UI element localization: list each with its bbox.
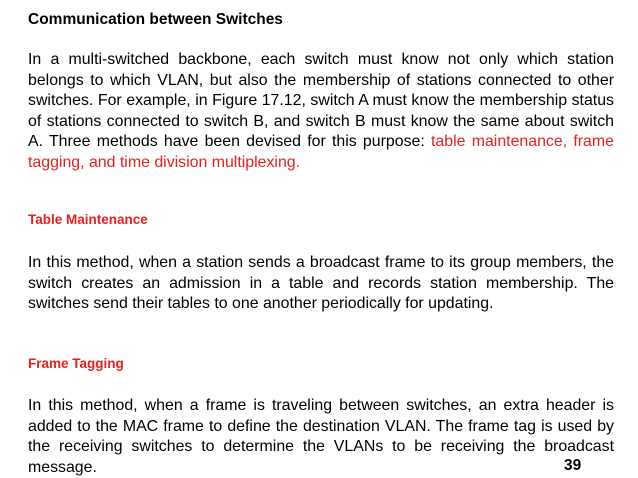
frame-tagging-heading: Frame Tagging [28,356,124,371]
intro-paragraph [28,50,614,173]
table-maintenance-paragraph: In this method, when a station sends a broadcast frame to its group members, the switch creates an admission in a table and records station membership. The switches send their tables to one another periodically for updating. [28,254,614,312]
methods-highlight: table maintenance, frame tagging, and time division multiplexing. [28,133,614,171]
frame-tagging-paragraph: In this method, when a frame is traveling between switches, an extra header is added to the MAC frame to define the destination VLAN. The frame tag is used by the receiving switches to determine the VLANs to be receiving the broadcast message. [28,397,614,476]
table-maintenance-heading: Table Maintenance [28,212,148,227]
intro-text: In a multi-switched backbone, each switch must know not only which station belongs to which VLAN, but also the membership of stations connected to other switches. For example, in Figure 17.12, switch A must know the membership status of stations connected to switch B, and switch B must know the same about switch A. Three methods have been devised for this purpose: [28,51,614,150]
page-number: 39 [564,457,582,474]
page-title: Communication between Switches [28,11,283,28]
slide [28,0,614,478]
